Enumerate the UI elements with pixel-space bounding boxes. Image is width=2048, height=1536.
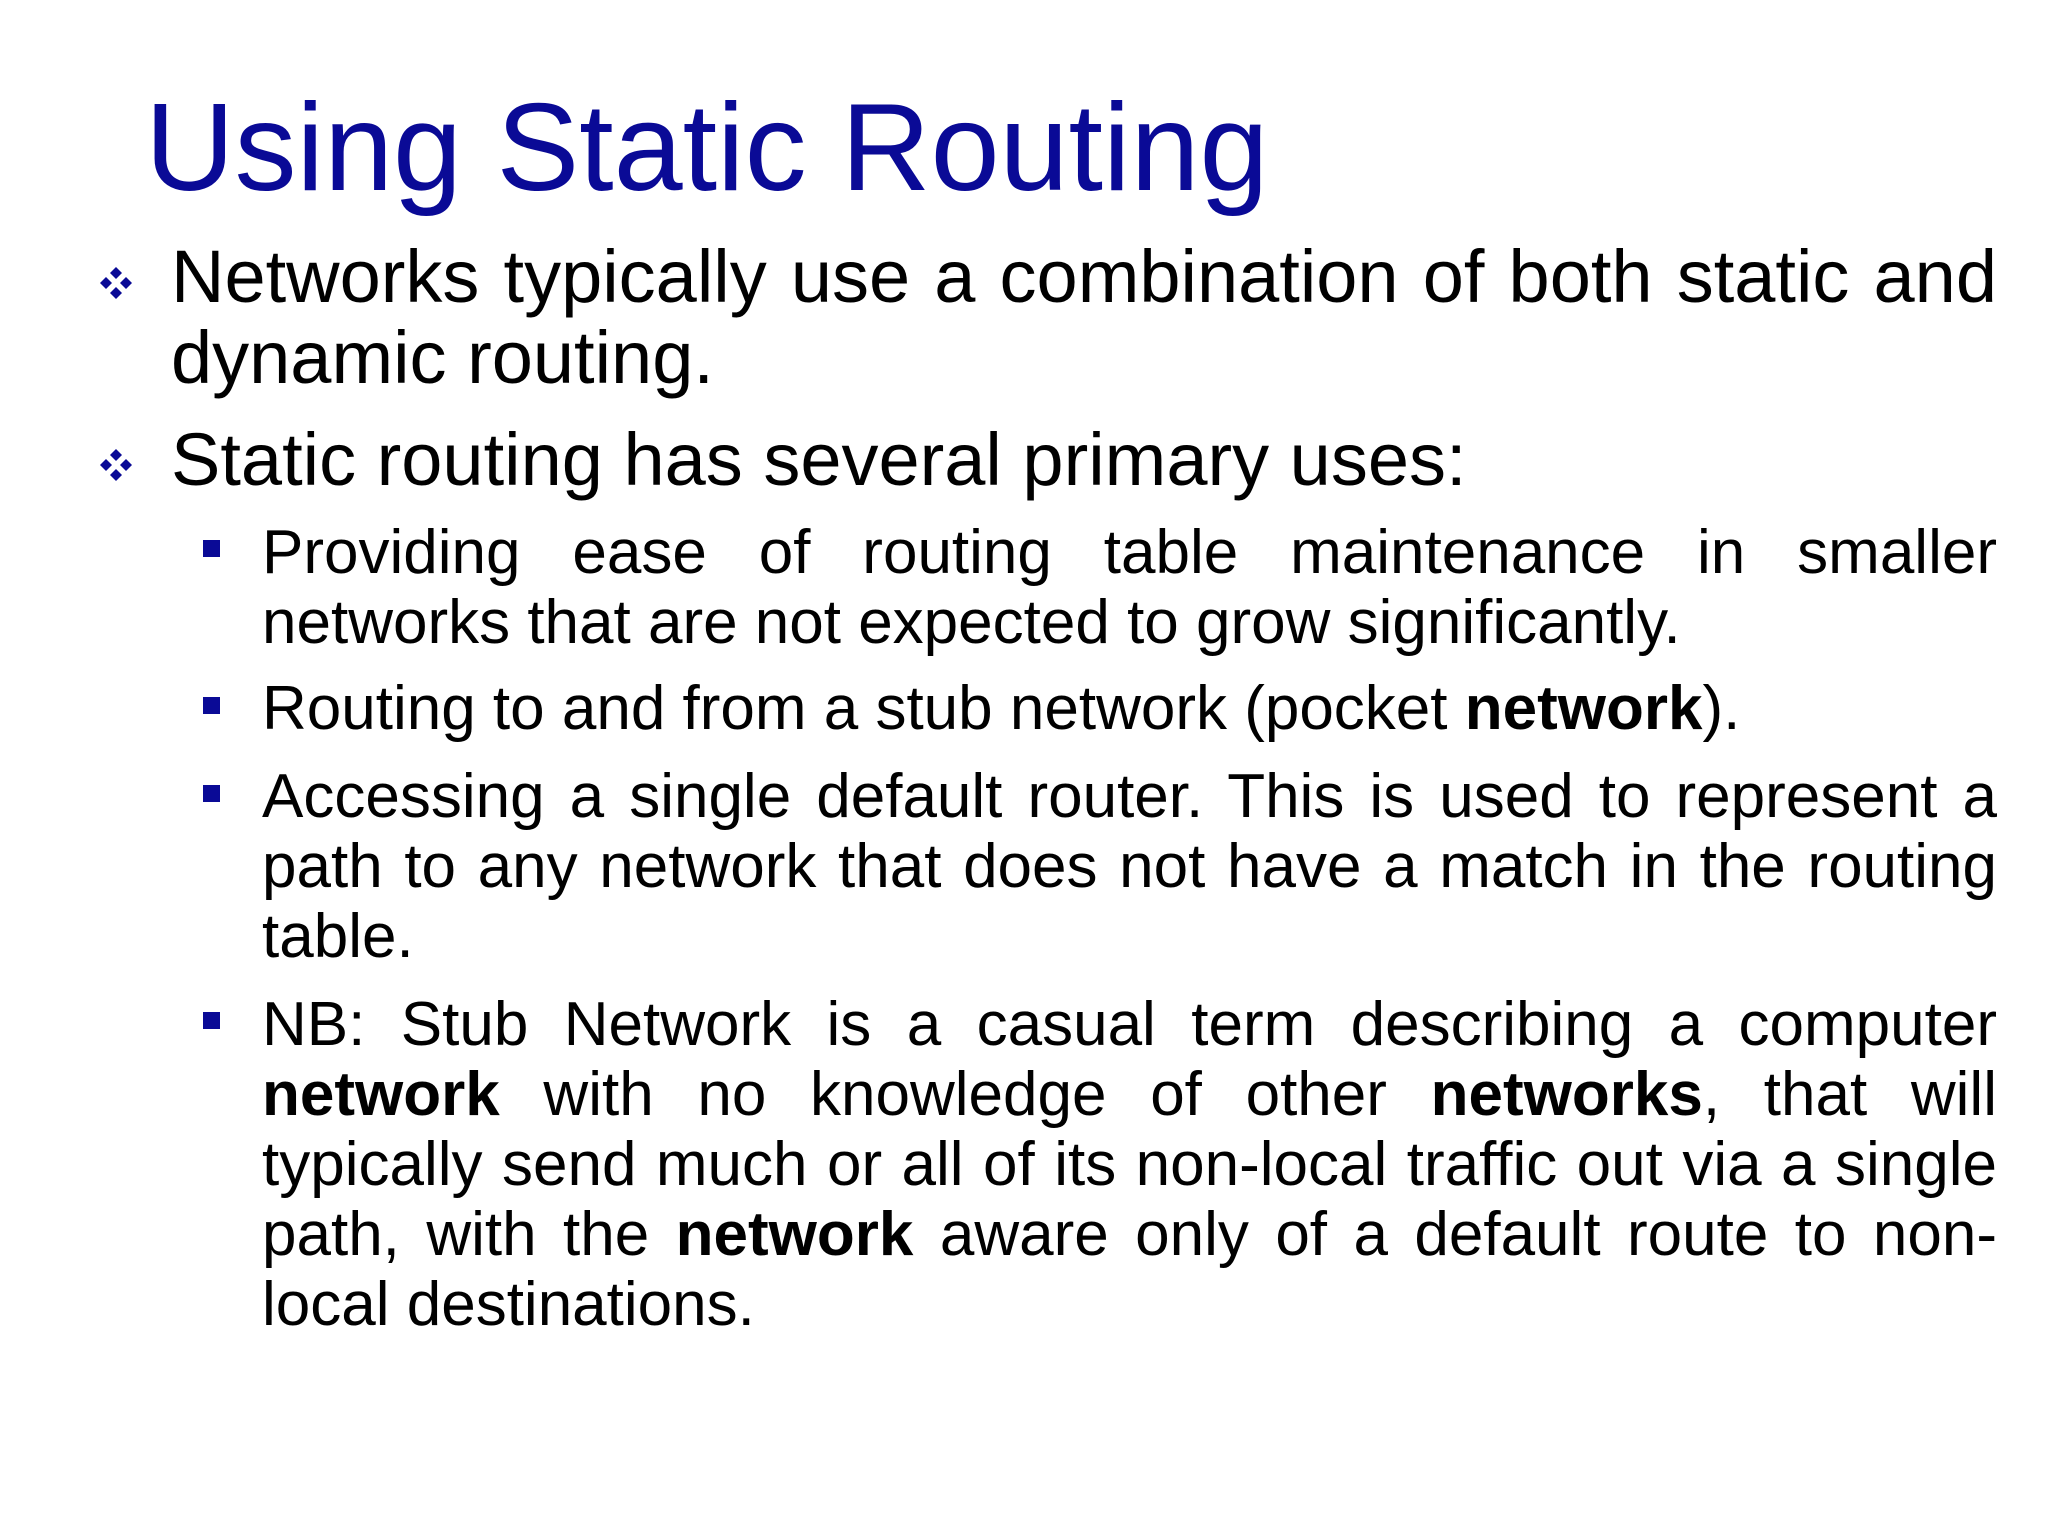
slide-title: Using Static Routing	[145, 79, 1269, 217]
bold-term: network	[1464, 674, 1703, 743]
diamond-bullet-icon	[96, 445, 136, 485]
square-bullet-icon	[203, 540, 220, 557]
sub-bullet-text-part: Routing to and from a stub network (pocket	[262, 674, 1465, 743]
sub-bullet-text-part: with no knowledge of other	[499, 1060, 1431, 1129]
bold-term: network	[262, 1060, 500, 1129]
sub-bullet-text: Accessing a single default router. This is used to represent a path to any network that does not have a match in the routing table.	[262, 762, 1997, 971]
square-bullet-icon	[203, 785, 220, 802]
bullet-text: Networks typically use a combination of both static and dynamic routing.	[171, 235, 1997, 399]
bold-term: networks	[1430, 1060, 1703, 1129]
sub-bullet-text-part: , that will typically send much or all of its non-local traffic out via a single path, with the	[262, 1060, 1997, 1269]
sub-bullet-text-part: aware only of a default route to non-local destinations.	[262, 1200, 1997, 1339]
bullet-text: Static routing has several primary uses:	[171, 418, 1467, 501]
square-bullet-icon	[203, 697, 220, 714]
sub-bullet-text	[262, 990, 1997, 1340]
bold-term: network	[675, 1200, 914, 1269]
sub-bullet-text	[262, 674, 1997, 744]
sub-bullet-text-part: NB: Stub Network is a casual term describing a computer	[262, 990, 1997, 1059]
sub-bullet-text-part: ).	[1702, 674, 1741, 743]
diamond-bullet-icon	[96, 263, 136, 303]
sub-bullet-text: Providing ease of routing table maintenance in smaller networks that are not expected to grow significantly.	[262, 518, 1997, 657]
square-bullet-icon	[203, 1012, 220, 1029]
